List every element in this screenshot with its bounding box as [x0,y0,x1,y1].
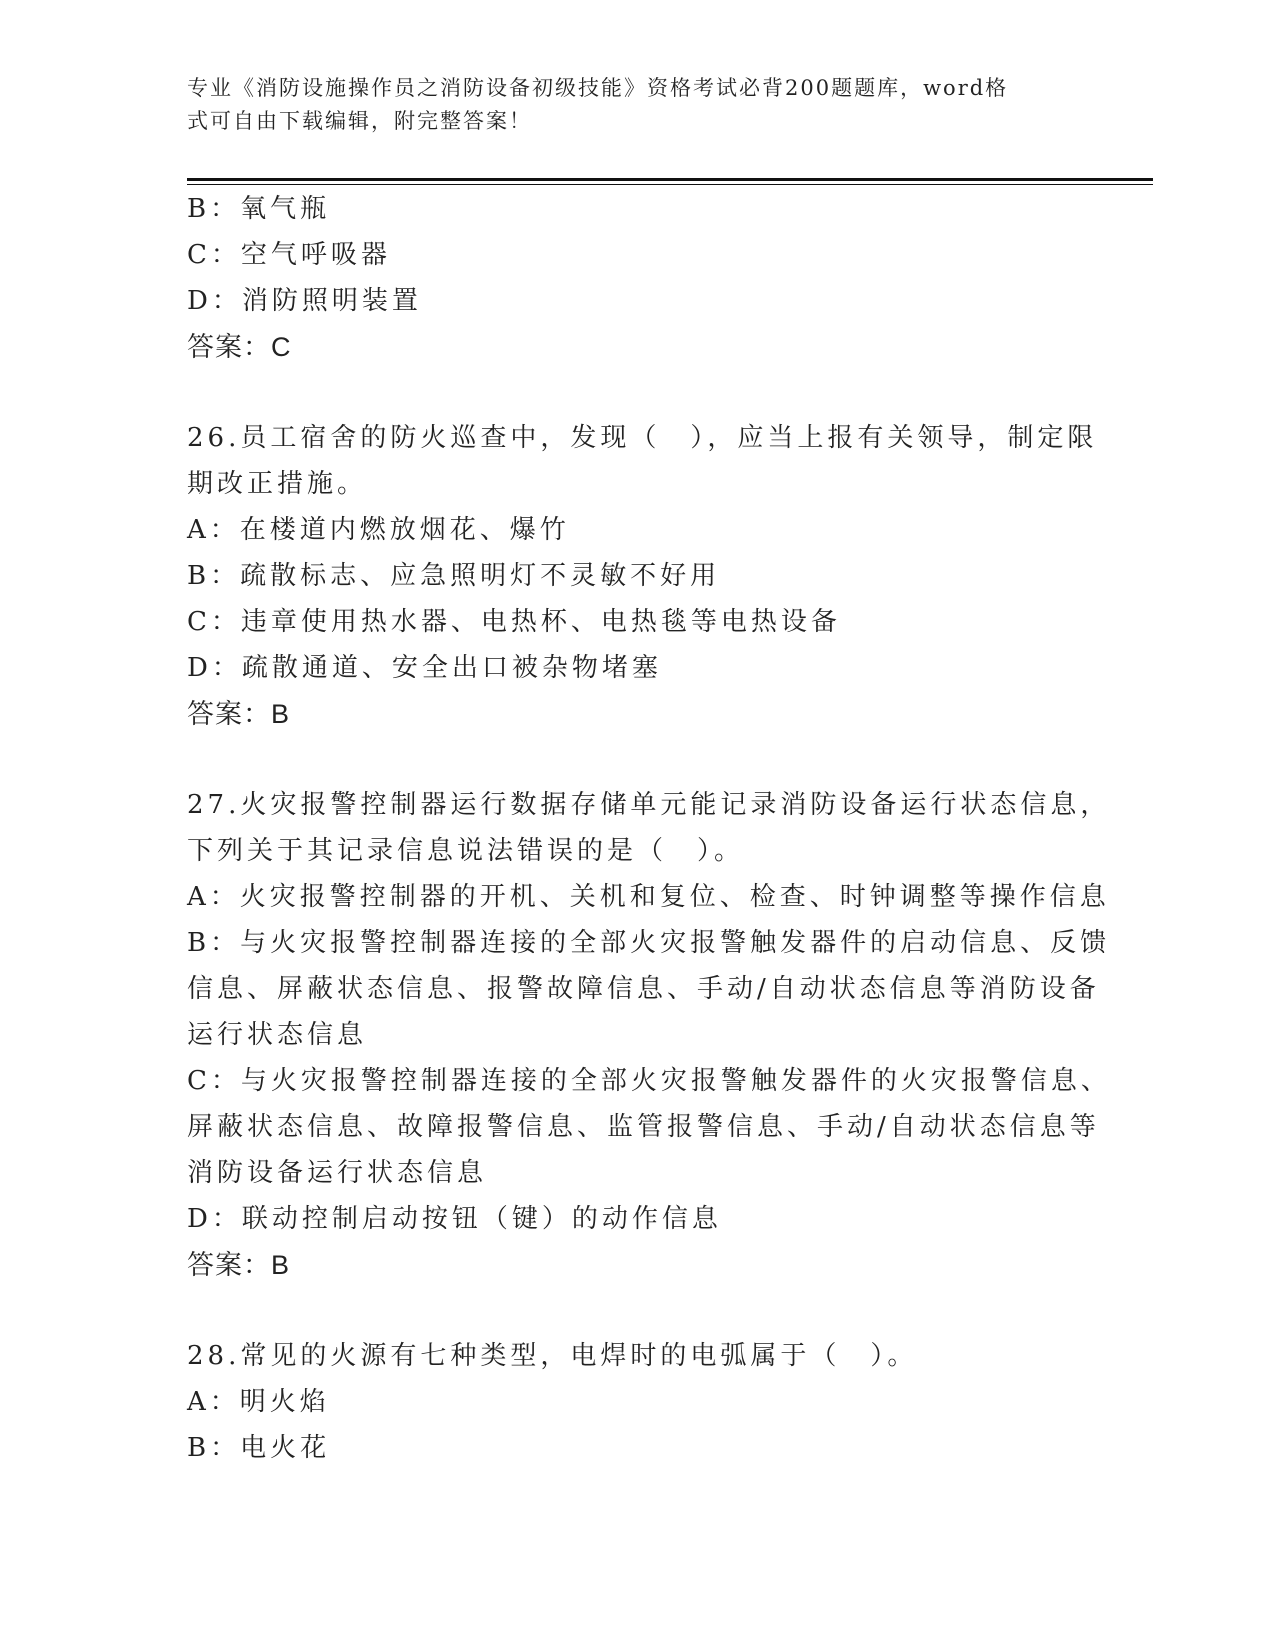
header-line-1: 专业《消防设施操作员之消防设备初级技能》资格考试必背200题题库，word格 [187,76,1009,100]
option-b-cont: 信息、屏蔽状态信息、报警故障信息、手动/自动状态信息等消防设备 [187,974,1100,1004]
option-c: C：违章使用热水器、电热杯、电热毯等电热设备 [187,607,841,637]
option-d: D：消防照明装置 [187,286,422,316]
header-divider-thick [187,178,1153,181]
option-c-cont: 消防设备运行状态信息 [187,1158,488,1188]
answer: 答案：B [187,1250,291,1280]
option-c: C：与火灾报警控制器连接的全部火灾报警触发器件的火灾报警信息、 [187,1066,1111,1096]
question-stem-cont: 下列关于其记录信息说法错误的是（ ）。 [187,836,745,866]
header-line-2: 式可自由下载编辑，附完整答案！ [187,109,532,133]
option-a: A：明火焰 [187,1387,330,1417]
question-25 [187,186,1087,370]
question-stem: 27.火灾报警控制器运行数据存储单元能记录消防设备运行状态信息， [187,790,1111,820]
document-header [187,72,1067,138]
question-27 [187,782,1111,1288]
option-c-cont: 屏蔽状态信息、故障报警信息、监管报警信息、手动/自动状态信息等 [187,1112,1100,1142]
option-b: B：电火花 [187,1433,331,1463]
question-28 [187,1333,1087,1471]
question-stem: 28.常见的火源有七种类型，电焊时的电弧属于（ ）。 [187,1341,918,1371]
question-26 [187,415,1098,737]
header-divider-thin [187,184,1153,185]
option-b: B：氧气瓶 [187,194,331,224]
option-d: D：联动控制启动按钮（键）的动作信息 [187,1204,722,1234]
option-c: C：空气呼吸器 [187,240,391,270]
spacer [187,370,1087,415]
option-b: B：疏散标志、应急照明灯不灵敏不好用 [187,561,721,591]
question-list [187,186,1111,1471]
option-d: D：疏散通道、安全出口被杂物堵塞 [187,653,662,683]
answer: 答案：B [187,699,291,729]
answer: 答案：C [187,332,292,362]
spacer [187,1288,1087,1333]
option-b: B：与火灾报警控制器连接的全部火灾报警触发器件的启动信息、反馈 [187,928,1111,958]
spacer [187,737,1087,782]
question-stem-cont: 期改正措施。 [187,469,368,499]
option-a: A：火灾报警控制器的开机、关机和复位、检查、时钟调整等操作信息 [187,882,1110,912]
option-b-cont: 运行状态信息 [187,1020,368,1050]
question-stem: 26.员工宿舍的防火巡查中，发现（ ），应当上报有关领导，制定限 [187,423,1098,453]
option-a: A：在楼道内燃放烟花、爆竹 [187,515,570,545]
